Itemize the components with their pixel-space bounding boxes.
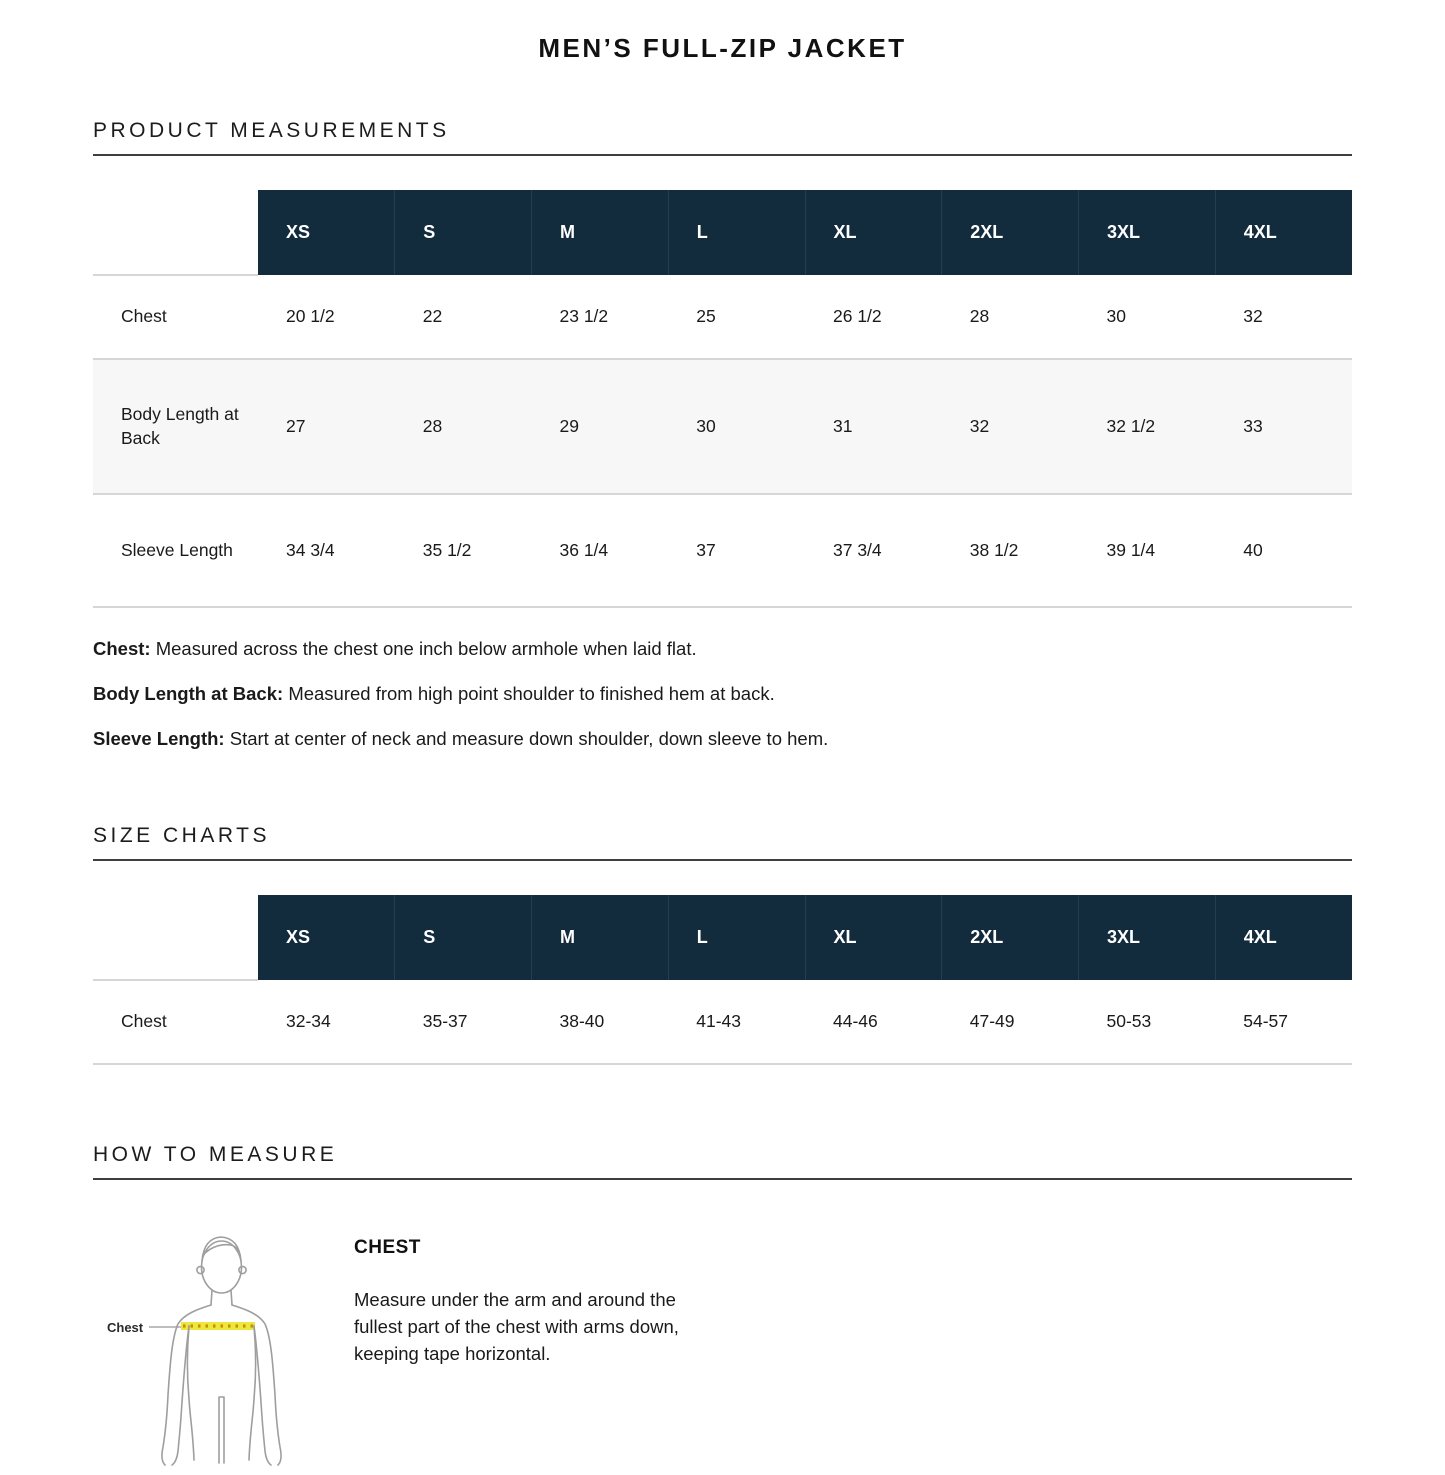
body-figure-illustration: [105, 1225, 342, 1475]
figure-neck-right: [231, 1290, 232, 1305]
range-cell: 47-49: [942, 980, 1079, 1064]
measuring-tape: [181, 1322, 255, 1330]
note-term: Body Length at Back:: [93, 683, 284, 704]
page-title: MEN’S FULL-ZIP JACKET: [538, 33, 907, 63]
note-term: Chest:: [93, 638, 151, 659]
range-cell: 32-34: [258, 980, 395, 1064]
note-text: Measured from high point shoulder to finished hem at back.: [288, 683, 775, 704]
range-cell: 54-57: [1215, 980, 1352, 1064]
row-label: Body Length at Back: [93, 359, 258, 494]
column-header-xs: XS: [258, 190, 395, 275]
figure-head: [202, 1241, 242, 1293]
measurement-cell: 22: [395, 275, 532, 359]
column-header-xl: XL: [805, 895, 942, 980]
product-measurements-section: [93, 119, 1352, 750]
range-cell: 41-43: [668, 980, 805, 1064]
figure-chest-label: Chest: [107, 1320, 144, 1335]
size-charts-heading: SIZE CHARTS: [93, 824, 1352, 861]
measurement-cell: 39 1/4: [1079, 494, 1216, 607]
corner-cell: [93, 190, 258, 275]
figure-torso-right: [249, 1326, 256, 1460]
range-cell: 44-46: [805, 980, 942, 1064]
column-header-m: M: [532, 895, 669, 980]
column-header-l: L: [668, 190, 805, 275]
measurement-cell: 29: [532, 359, 669, 494]
figure-neck-left: [211, 1290, 212, 1305]
row-label: Sleeve Length: [93, 494, 258, 607]
measurement-cell: 28: [395, 359, 532, 494]
note-sleeve-length: [93, 728, 1352, 750]
measurement-cell: 20 1/2: [258, 275, 395, 359]
size-charts-section: [93, 824, 1352, 1065]
measurement-cell: 38 1/2: [942, 494, 1079, 607]
size-header-row: [93, 895, 1352, 980]
column-header-s: S: [395, 190, 532, 275]
measurement-cell: 32: [1215, 275, 1352, 359]
column-header-2xl: 2XL: [942, 190, 1079, 275]
figure-inner-arm-left: [172, 1326, 189, 1465]
table-row-body-length: [93, 359, 1352, 494]
chest-instructions: [354, 1225, 716, 1367]
table-row-chest-range: [93, 980, 1352, 1064]
range-cell: 35-37: [395, 980, 532, 1064]
range-cell: 38-40: [532, 980, 669, 1064]
note-term: Sleeve Length:: [93, 728, 225, 749]
measurement-cell: 28: [942, 275, 1079, 359]
how-to-measure-section: [93, 1143, 1352, 1475]
chest-instruction-heading: CHEST: [354, 1237, 421, 1258]
product-measurements-heading: PRODUCT MEASUREMENTS: [93, 119, 1352, 156]
measurement-cell: 36 1/4: [532, 494, 669, 607]
measurement-notes: [93, 638, 1352, 750]
measurement-cell: 23 1/2: [532, 275, 669, 359]
row-label: Chest: [93, 275, 258, 359]
how-to-measure-body: [93, 1225, 1352, 1475]
table-row-chest: [93, 275, 1352, 359]
measurement-cell: 34 3/4: [258, 494, 395, 607]
column-header-l: L: [668, 895, 805, 980]
column-header-3xl: 3XL: [1079, 190, 1216, 275]
torso-figure-icon: [105, 1225, 342, 1470]
measurement-cell: 30: [1079, 275, 1216, 359]
range-cell: 50-53: [1079, 980, 1216, 1064]
figure-ear-right: [239, 1266, 246, 1273]
figure-torso-left: [188, 1326, 195, 1460]
column-header-4xl: 4XL: [1215, 895, 1352, 980]
size-guide-page: [93, 0, 1352, 1475]
note-text: Start at center of neck and measure down shoulder, down sleeve to hem.: [229, 728, 829, 749]
note-body-length: [93, 683, 1352, 705]
note-text: Measured across the chest one inch below armhole when laid flat.: [155, 638, 697, 659]
table-row-sleeve-length: [93, 494, 1352, 607]
measurement-cell: 31: [805, 359, 942, 494]
column-header-m: M: [532, 190, 669, 275]
row-label: Chest: [93, 980, 258, 1064]
measurement-cell: 37 3/4: [805, 494, 942, 607]
column-header-xs: XS: [258, 895, 395, 980]
figure-inner-arm-right: [254, 1326, 271, 1465]
column-header-2xl: 2XL: [942, 895, 1079, 980]
column-header-xl: XL: [805, 190, 942, 275]
measurement-cell: 26 1/2: [805, 275, 942, 359]
figure-center-line: [219, 1397, 224, 1463]
measurement-cell: 40: [1215, 494, 1352, 607]
figure-ear-left: [197, 1266, 204, 1273]
size-header-row: [93, 190, 1352, 275]
measurement-cell: 33: [1215, 359, 1352, 494]
corner-cell: [93, 895, 258, 980]
measurement-cell: 37: [668, 494, 805, 607]
chest-instruction-text: Measure under the arm and around the fullest part of the chest with arms down, keeping tape horizontal.: [354, 1289, 679, 1364]
measurement-cell: 32: [942, 359, 1079, 494]
measurement-cell: 25: [668, 275, 805, 359]
measurement-cell: 35 1/2: [395, 494, 532, 607]
measurement-cell: 27: [258, 359, 395, 494]
column-header-s: S: [395, 895, 532, 980]
product-measurements-table: [93, 190, 1352, 608]
note-chest: [93, 638, 1352, 660]
column-header-4xl: 4XL: [1215, 190, 1352, 275]
how-to-measure-heading: HOW TO MEASURE: [93, 1143, 1352, 1180]
column-header-3xl: 3XL: [1079, 895, 1216, 980]
size-charts-table: [93, 895, 1352, 1065]
measurement-cell: 32 1/2: [1079, 359, 1216, 494]
measurement-cell: 30: [668, 359, 805, 494]
